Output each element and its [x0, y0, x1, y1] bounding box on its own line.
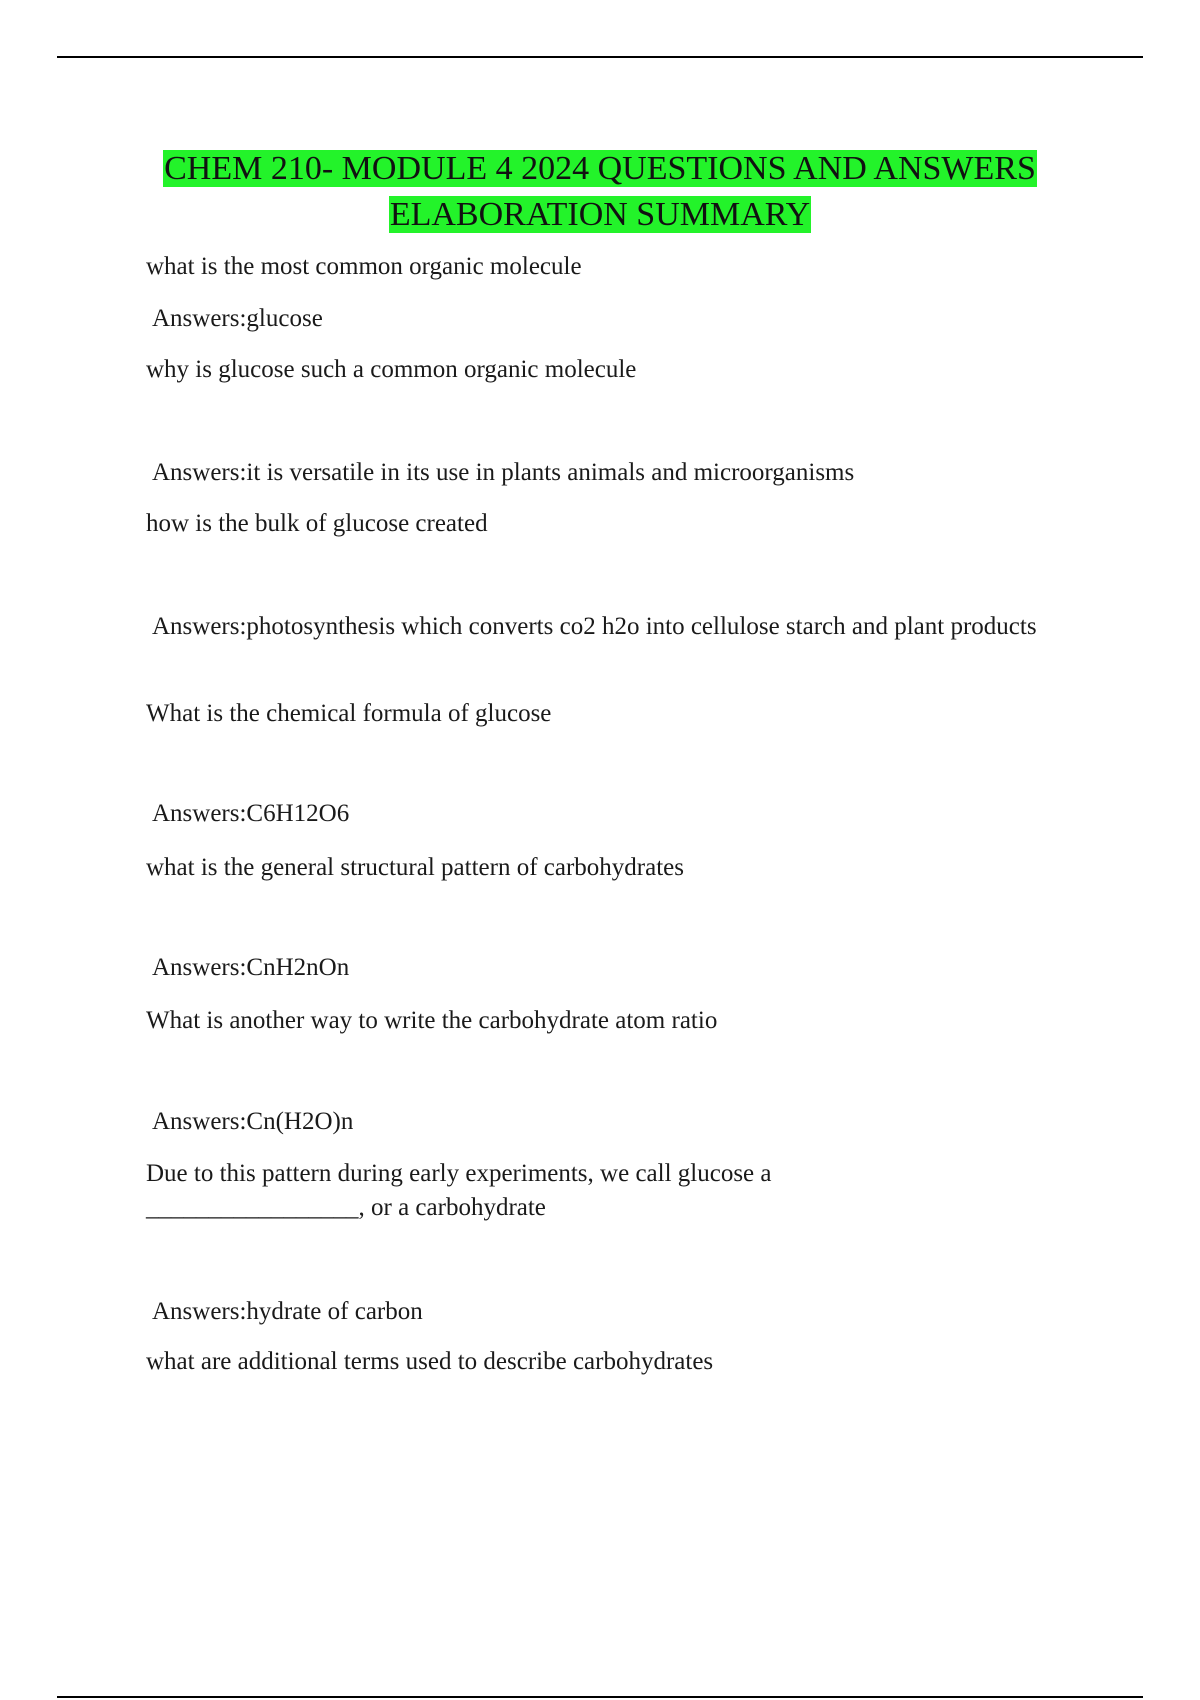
question-6: What is another way to write the carbohydrate atom ratio: [146, 1007, 718, 1034]
answer-5: Answers:CnH2nOn: [152, 954, 350, 981]
question-3: how is the bulk of glucose created: [146, 510, 488, 537]
question-4: What is the chemical formula of glucose: [146, 700, 552, 727]
title-line-2: ELABORATION SUMMARY: [389, 196, 811, 233]
question-7: Due to this pattern during early experiments, we call glucose a _________________, or a carbohydrate: [146, 1160, 772, 1221]
question-5: what is the general structural pattern of carbohydrates: [146, 854, 684, 881]
answer-4: Answers:C6H12O6: [152, 800, 350, 827]
answer-7: Answers:hydrate of carbon: [152, 1298, 423, 1325]
title-line-1: CHEM 210- MODULE 4 2024 QUESTIONS AND ANSWERS: [164, 150, 1036, 187]
answer-2: Answers:it is versatile in its use in plants animals and microorganisms: [152, 459, 855, 486]
answer-1: Answers:glucose: [152, 305, 323, 332]
answer-6: Answers:Cn(H2O)n: [152, 1108, 354, 1135]
document-title: [100, 146, 1100, 238]
bottom-rule: [57, 1696, 1143, 1698]
top-rule: [57, 56, 1143, 58]
question-1: what is the most common organic molecule: [146, 253, 582, 280]
answer-3: Answers:photosynthesis which converts co2 h2o into cellulose starch and plant products: [152, 613, 1037, 640]
question-2: why is glucose such a common organic molecule: [146, 356, 637, 383]
question-8: what are additional terms used to describe carbohydrates: [146, 1348, 714, 1375]
